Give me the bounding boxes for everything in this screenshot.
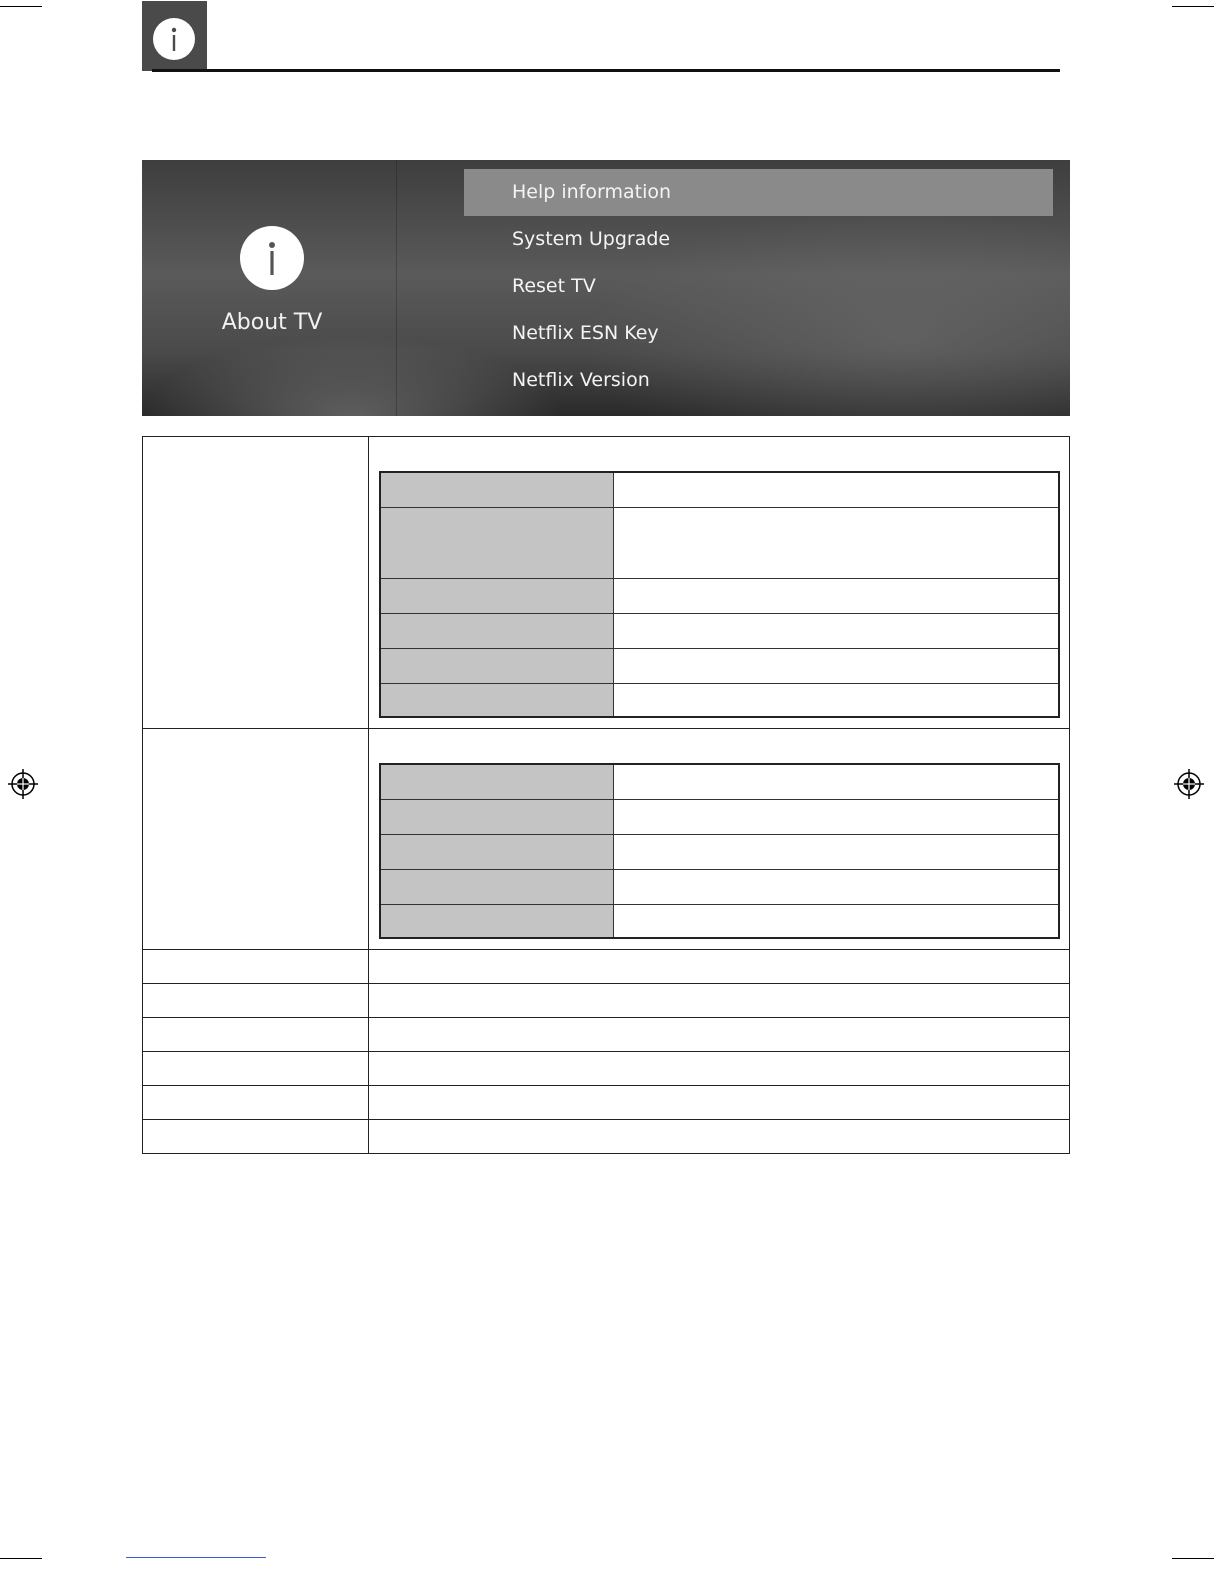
table-row bbox=[143, 1086, 1070, 1120]
menu-item-reset-tv[interactable]: Reset TV bbox=[512, 275, 596, 297]
sub-key-cell bbox=[380, 507, 614, 578]
crop-mark bbox=[1172, 1558, 1214, 1559]
table-row bbox=[143, 1052, 1070, 1086]
sub-key-cell bbox=[380, 613, 614, 648]
sub-value-cell bbox=[614, 578, 1060, 613]
table-row bbox=[143, 1018, 1070, 1052]
sub-table-row bbox=[380, 507, 1059, 578]
row-label-cell bbox=[143, 984, 369, 1018]
menu-item-netflix-version[interactable]: Netflix Version bbox=[512, 369, 650, 391]
row-label-cell bbox=[143, 1052, 369, 1086]
tv-menu-screenshot bbox=[142, 160, 1070, 416]
sub-table-row bbox=[380, 648, 1059, 683]
crop-mark bbox=[1172, 6, 1214, 7]
info-icon bbox=[240, 226, 304, 290]
sub-value-cell bbox=[614, 869, 1060, 904]
row-content-cell bbox=[369, 1120, 1070, 1154]
settings-table bbox=[142, 436, 1070, 1154]
row-label-cell bbox=[143, 729, 369, 950]
sub-value-cell bbox=[614, 648, 1060, 683]
table-row bbox=[143, 984, 1070, 1018]
table-row bbox=[143, 950, 1070, 984]
header-icon-box bbox=[142, 1, 207, 71]
table-row bbox=[143, 729, 1070, 950]
row-label-cell bbox=[143, 1086, 369, 1120]
crop-mark bbox=[0, 1558, 42, 1559]
row-content-cell bbox=[369, 1052, 1070, 1086]
sub-table-row bbox=[380, 613, 1059, 648]
sub-value-cell bbox=[614, 613, 1060, 648]
sub-table-row bbox=[380, 869, 1059, 904]
sub-table-row bbox=[380, 764, 1059, 799]
sub-table-row bbox=[380, 683, 1059, 717]
info-icon bbox=[153, 18, 195, 60]
sub-table-row bbox=[380, 578, 1059, 613]
row-content-cell bbox=[369, 1086, 1070, 1120]
sub-table-row bbox=[380, 834, 1059, 869]
row-label-cell bbox=[143, 1120, 369, 1154]
sub-key-cell bbox=[380, 799, 614, 834]
sub-value-cell bbox=[614, 472, 1060, 507]
registration-mark-icon bbox=[1174, 769, 1204, 799]
sub-value-cell bbox=[614, 683, 1060, 717]
sub-key-cell bbox=[380, 578, 614, 613]
menu-item-help-information[interactable]: Help information bbox=[464, 169, 1053, 216]
tv-menu-list bbox=[464, 169, 1053, 404]
row-content-cell bbox=[369, 729, 1070, 950]
registration-mark-icon bbox=[8, 769, 38, 799]
table-row bbox=[143, 437, 1070, 729]
header-rule bbox=[152, 69, 1060, 72]
crop-mark bbox=[0, 6, 42, 7]
menu-item-system-upgrade[interactable]: System Upgrade bbox=[512, 228, 671, 250]
sub-value-cell bbox=[614, 904, 1060, 938]
sub-table-row bbox=[380, 799, 1059, 834]
row-label-cell bbox=[143, 950, 369, 984]
sub-value-cell bbox=[614, 834, 1060, 869]
row-content-cell bbox=[369, 1018, 1070, 1052]
sub-table-row bbox=[380, 472, 1059, 507]
sub-key-cell bbox=[380, 834, 614, 869]
row-label-cell bbox=[143, 1018, 369, 1052]
sub-key-cell bbox=[380, 683, 614, 717]
sub-value-cell bbox=[614, 764, 1060, 799]
menu-item-netflix-esn-key[interactable]: Netflix ESN Key bbox=[512, 322, 659, 344]
sub-table-row bbox=[380, 904, 1059, 938]
sub-table bbox=[379, 763, 1060, 939]
row-content-cell bbox=[369, 950, 1070, 984]
row-content-cell bbox=[369, 437, 1070, 729]
sub-key-cell bbox=[380, 472, 614, 507]
row-content-cell bbox=[369, 984, 1070, 1018]
footer-link-underline bbox=[126, 1557, 266, 1558]
sub-table bbox=[379, 471, 1060, 718]
sub-key-cell bbox=[380, 869, 614, 904]
sub-key-cell bbox=[380, 764, 614, 799]
sub-value-cell bbox=[614, 799, 1060, 834]
table-row bbox=[143, 1120, 1070, 1154]
sub-key-cell bbox=[380, 648, 614, 683]
sub-key-cell bbox=[380, 904, 614, 938]
row-label-cell bbox=[143, 437, 369, 729]
about-tv-label: About TV bbox=[221, 310, 323, 335]
sub-value-cell bbox=[614, 507, 1060, 578]
tv-panel-divider bbox=[396, 160, 397, 416]
